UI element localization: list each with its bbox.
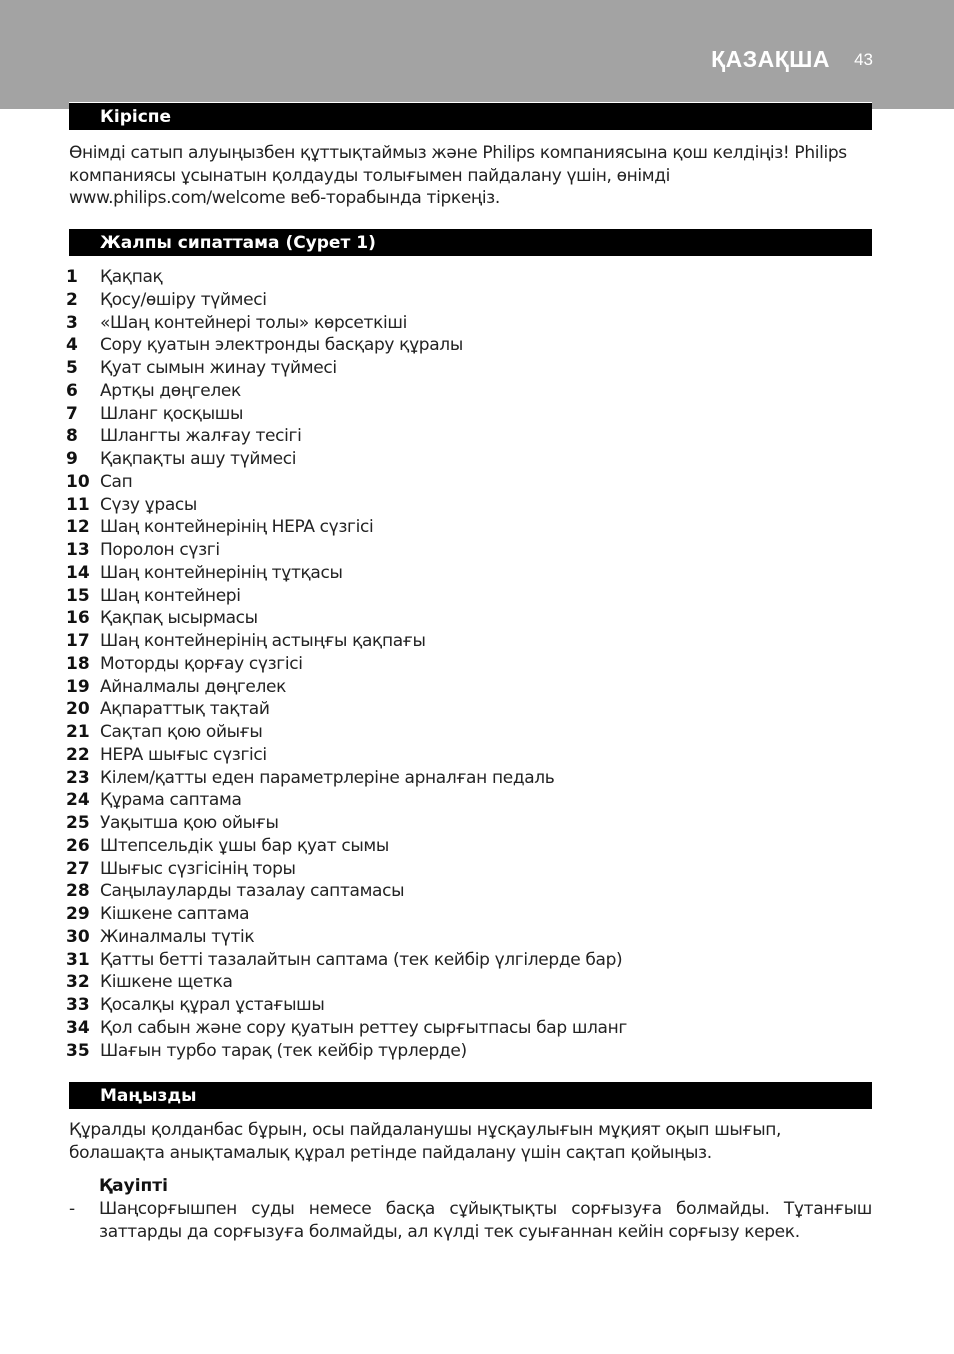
list-item-number: 28 [66, 881, 90, 902]
list-item-label: Қуат сымын жинау түймесі [100, 358, 337, 378]
danger-bullet [69, 1198, 872, 1244]
list-item-number: 21 [66, 722, 90, 742]
important-paragraph: Құралды қолданбас бұрын, осы пайдаланушы нұсқаулығын мұқият оқып шығып, болашақта анықтамалық құрал ретінде пайдалану үшін сақтап қойыңыз. [69, 1120, 782, 1163]
list-item [66, 880, 872, 903]
list-item-number: 22 [66, 744, 90, 765]
list-item [66, 789, 872, 812]
list-item [66, 562, 872, 585]
section-heading-overview-label: Жалпы сипаттама (Сурет 1) [100, 233, 376, 253]
list-item [66, 835, 872, 858]
list-item-label: Шаң контейнері [100, 585, 241, 606]
list-item-number: 31 [66, 949, 90, 970]
list-item [66, 1017, 872, 1040]
list-item-number: 16 [66, 608, 90, 629]
section-heading-overview [69, 228, 872, 256]
list-item [66, 357, 872, 380]
list-item-number: 33 [66, 995, 90, 1015]
list-item-label: Кішкене щетка [100, 972, 233, 993]
list-item-number: 1 [66, 267, 78, 287]
list-item-label: Уақытша қою ойығы [100, 813, 279, 833]
list-item-number: 24 [66, 790, 90, 811]
list-item [66, 971, 872, 994]
bullet-marker: - [69, 1199, 75, 1219]
list-item [66, 1040, 872, 1063]
list-item-label: Қосу/өшіру түймесі [100, 289, 267, 310]
list-item [66, 994, 872, 1017]
list-item [66, 653, 872, 676]
list-item [66, 380, 872, 403]
list-item [66, 448, 872, 471]
list-item-label: Шығыс сүзгісінің торы [100, 858, 296, 879]
list-item-label: Шаң контейнерінің тұтқасы [100, 562, 343, 583]
list-item-label: Шаң контейнерінің HEPA сүзгісі [100, 517, 374, 538]
list-item [66, 312, 872, 335]
list-item-number: 32 [66, 972, 90, 993]
list-item [66, 607, 872, 630]
list-item [66, 812, 872, 835]
list-item-label: Қақпақ [100, 267, 163, 287]
list-item [66, 767, 872, 790]
list-item-number: 10 [66, 471, 90, 492]
list-item [66, 516, 872, 539]
list-item-number: 9 [66, 449, 78, 469]
list-item-label: Саңылауларды тазалау саптамасы [100, 881, 405, 902]
list-item-number: 34 [66, 1017, 90, 1038]
list-item-number: 14 [66, 562, 90, 583]
language-title: ҚАЗАҚША [711, 46, 830, 72]
list-item-label: Айналмалы дөңгелек [100, 676, 287, 697]
list-item-number: 5 [66, 358, 78, 378]
list-item-label: Қақпақты ашу түймесі [100, 449, 297, 469]
list-item-label: Шлангты жалғау тесігі [100, 426, 302, 447]
list-item-number: 3 [66, 312, 78, 333]
danger-bullet-text: Шаңсорғышпен суды немесе басқа сұйықтықты сорғызуға болмайды. Тұтанғыш заттарды да сорғызуға болмайды, ал күлді тек суығаннан кейін сорғызу керек. [99, 1199, 872, 1242]
list-item-number: 7 [66, 403, 78, 424]
list-item-label: Кілем/қатты еден параметрлеріне арналған педаль [100, 767, 555, 788]
list-item-number: 4 [66, 335, 78, 356]
list-item-label: Қол сабын және сору қуатын реттеу сырғытпасы бар шланг [100, 1017, 627, 1038]
list-item-label: Поролон сүзгі [100, 540, 220, 560]
list-item [66, 585, 872, 608]
list-item-number: 17 [66, 631, 90, 651]
list-item [66, 289, 872, 312]
list-item-label: Сап [100, 471, 133, 492]
list-item [66, 266, 872, 289]
parts-list [66, 266, 872, 1062]
list-item [66, 744, 872, 767]
list-item [66, 721, 872, 744]
list-item-label: Моторды қорғау сүзгісі [100, 653, 303, 674]
list-item-label: Шланг қосқышы [100, 403, 244, 424]
list-item-label: Шаң контейнерінің астыңғы қақпағы [100, 631, 426, 651]
list-item-number: 20 [66, 699, 90, 720]
section-heading-important-label: Маңызды [100, 1086, 197, 1106]
list-item-label: Қақпақ ысырмасы [100, 608, 258, 629]
list-item-label: Ақпараттық тақтай [100, 699, 270, 720]
list-item-number: 19 [66, 676, 90, 697]
list-item-number: 29 [66, 904, 90, 924]
list-item-label: Штепсельдік ұшы бар қуат сымы [100, 835, 389, 856]
list-item-label: Сору қуатын электронды басқару құралы [100, 335, 463, 356]
list-item-label: Сақтап қою ойығы [100, 722, 263, 742]
list-item-number: 12 [66, 517, 90, 538]
list-item-number: 23 [66, 767, 90, 788]
list-item-number: 35 [66, 1040, 90, 1061]
page-number: 43 [854, 50, 873, 69]
list-item-label: Шағын турбо тарақ (тек кейбір түрлерде) [100, 1040, 467, 1061]
list-item-number: 8 [66, 426, 78, 447]
list-item [66, 494, 872, 517]
intro-paragraph: Өнімді сатып алуыңызбен құттықтаймыз және Philips компаниясына қош келдіңіз! Philips компаниясы ұсынатын қолдауды толығымен пайдалану үшін, өнімді www.philips.com/welcome веб-торабында тіркеңіз. [69, 143, 847, 208]
list-item [66, 334, 872, 357]
list-item [66, 949, 872, 972]
list-item [66, 425, 872, 448]
list-item [66, 903, 872, 926]
list-item-number: 6 [66, 380, 78, 401]
list-item-number: 26 [66, 835, 90, 856]
list-item-label: «Шаң контейнері толы» көрсеткіші [100, 312, 407, 333]
list-item-label: HEPA шығыс сүзгісі [100, 744, 267, 765]
list-item [66, 471, 872, 494]
section-heading-intro [69, 102, 872, 130]
list-item-label: Сүзу ұрасы [100, 494, 197, 515]
list-item-label: Артқы дөңгелек [100, 380, 241, 401]
list-item-number: 2 [66, 289, 78, 310]
list-item-number: 11 [66, 494, 90, 515]
list-item-label: Қатты бетті тазалайтын саптама (тек кейбір үлгілерде бар) [100, 949, 623, 970]
section-heading-important [69, 1081, 872, 1109]
list-item-number: 13 [66, 540, 90, 560]
list-item [66, 926, 872, 949]
list-item [66, 539, 872, 562]
list-item-number: 25 [66, 813, 90, 833]
list-item [66, 698, 872, 721]
list-item-label: Жиналмалы түтік [100, 926, 255, 947]
list-item-label: Қосалқы құрал ұстағышы [100, 995, 325, 1015]
danger-heading: Қауіпті [99, 1176, 168, 1196]
section-heading-intro-label: Кіріспе [100, 107, 172, 127]
list-item-label: Кішкене саптама [100, 904, 250, 924]
list-item-number: 27 [66, 858, 90, 879]
list-item [66, 676, 872, 699]
list-item [66, 630, 872, 653]
list-item-number: 30 [66, 926, 90, 947]
list-item-number: 18 [66, 653, 90, 674]
list-item-label: Құрама саптама [100, 790, 242, 811]
list-item [66, 403, 872, 426]
list-item [66, 858, 872, 881]
list-item-number: 15 [66, 585, 90, 606]
